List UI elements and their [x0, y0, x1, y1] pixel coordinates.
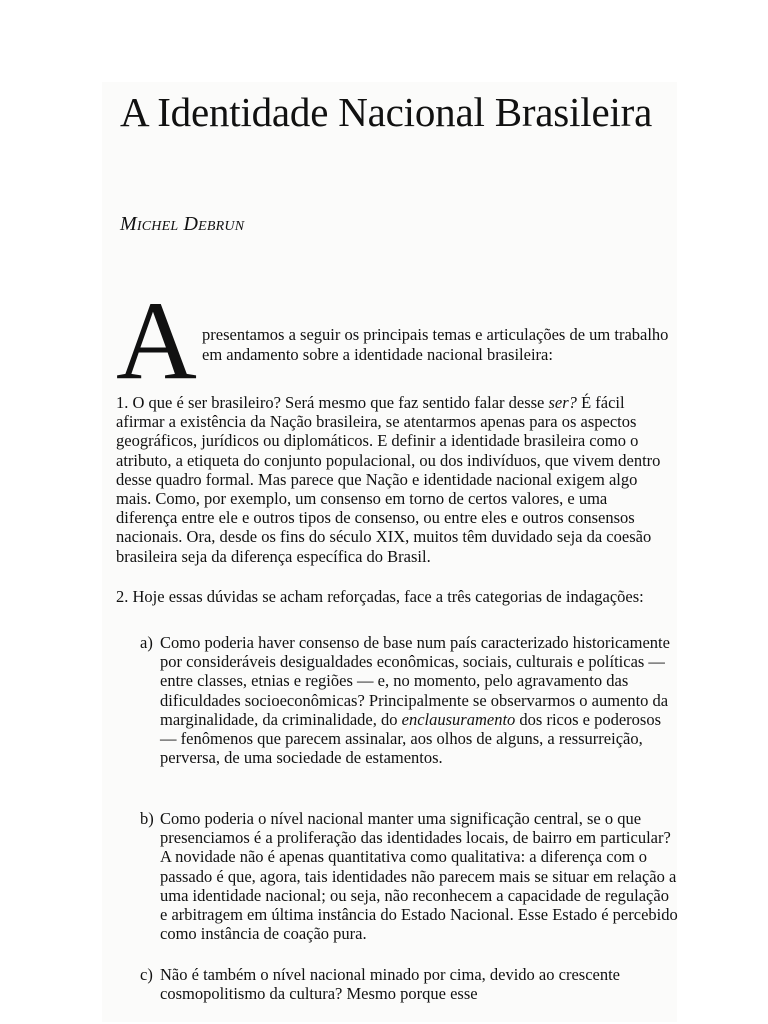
list-item-a: [140, 633, 680, 767]
paragraph-2: 2. Hoje essas dúvidas se acham reforçadas, face a três categorias de indagações:: [116, 587, 644, 606]
list-item-a-italic: enclausuramento: [401, 709, 516, 729]
list-item-c-text: Não é também o nível nacional minado por cima, devido ao crescente cosmopolitismo da cultura? Mesmo porque esse: [160, 965, 620, 1004]
drop-cap: A: [116, 279, 197, 403]
paragraph-1-italic: ser?: [548, 393, 577, 412]
list-item-a-text-end: dos ricos e poderosos — fenômenos que parecem assinalar, aos olhos de alguns, a ressurreição, perversa, de uma sociedade de estamentos.: [160, 709, 662, 768]
paragraph-1-text-start: 1. O que é ser brasileiro? Será mesmo que faz sentido falar desse: [116, 393, 549, 412]
list-marker-c: c): [140, 965, 153, 984]
article-author: Michel Debrun: [120, 213, 245, 235]
intro-paragraph: presentamos a seguir os principais temas e articulações de um trabalho em andamento sobre a identidade nacional brasileira:: [202, 325, 669, 364]
paragraph-1: [116, 393, 664, 566]
list-item-b: [140, 809, 680, 943]
article-title: A Identidade Nacional Brasileira: [120, 89, 653, 135]
list-item-a-text-start: Como poderia haver consenso de base num país caracterizado historicamente por consideráveis desigualdades econômicas, sociais, culturais e políticas — entre classes, etnias e regiões — e, no momento, pelo agravamento das dificuldades socioeconômicas? Principalmente se observarmos o aumento da marginalidade, da criminalidade, do: [160, 633, 670, 729]
list-marker-b: b): [140, 809, 154, 828]
list-marker-a: a): [140, 633, 153, 652]
list-item-b-text: Como poderia o nível nacional manter uma significação central, se o que presenciamos é a proliferação das identidades locais, de bairro em particular? A novidade não é apenas quantitativa como qualitativa: a diferença com o passado é que, agora, tais identidades não parecem mais se situar em relação a uma identidade nacional; ou seja, não reconhecem a capacidade de regulação e arbitragem em última instância do Estado Nacional. Esse Estado é percebido como instância de coação pura.: [160, 809, 678, 944]
list-item-c: [140, 965, 680, 1003]
paragraph-1-text-end: É fácil afirmar a existência da Nação brasileira, se atentarmos apenas para os aspectos geográficos, jurídicos ou diplomáticos. E definir a identidade brasileira como o atributo, a etiqueta do conjunto populacional, ou dos indivíduos, que vivem dentro desse quadro formal. Mas parece que Nação e identidade nacional exigem algo mais. Como, por exemplo, um consenso em torno de certos valores, e uma diferença entre ele e outros tipos de consenso, ou entre eles e outros consensos nacionais. Ora, desde os fins do século XIX, muitos têm duvidado seja da coesão brasileira seja da diferença específica do Brasil.: [116, 393, 661, 566]
